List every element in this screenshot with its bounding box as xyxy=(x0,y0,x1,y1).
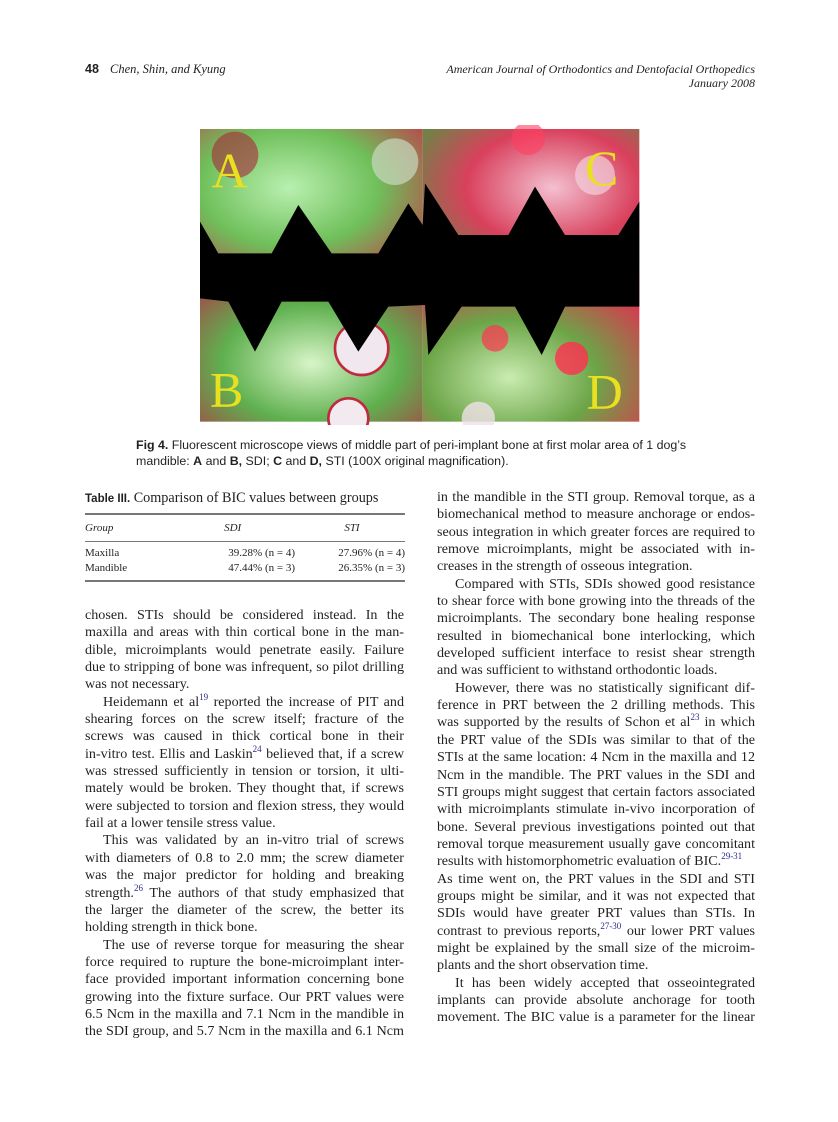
table-title xyxy=(85,490,405,507)
line-text: removal torque measurement usually gave concomitant xyxy=(437,835,755,852)
line-text: results with histomorphometric evaluation of BIC. xyxy=(437,853,722,870)
table-row xyxy=(85,546,405,561)
text-line xyxy=(437,541,755,558)
table-cell: Maxilla xyxy=(85,547,120,559)
line-text: our lower PRT values xyxy=(621,922,755,939)
text-line xyxy=(85,711,404,728)
text-line xyxy=(85,815,404,832)
table-row xyxy=(85,561,405,576)
citation-superscript: 27-30 xyxy=(600,920,622,931)
line-text: shearing forces on the screw itself; fracture of the xyxy=(85,711,404,728)
text-line xyxy=(85,676,404,693)
line-text: reported the increase of PIT and xyxy=(208,693,404,710)
table-cell: 39.28% (n = 4) xyxy=(228,547,295,559)
line-text: the larger the diameter of the screw, the better its xyxy=(85,901,404,918)
line-text: implants can provide absolute anchorage for tooth xyxy=(437,991,755,1008)
text-line xyxy=(85,971,404,988)
text-line xyxy=(437,558,755,575)
table-title-text: Comparison of BIC values between groups xyxy=(133,490,379,506)
caption-rest: STI (100X original magnification). xyxy=(322,454,509,468)
line-text: contrast to previous reports, xyxy=(437,922,601,939)
caption-a: A xyxy=(193,454,203,468)
caption-b: B, xyxy=(229,454,243,468)
text-line xyxy=(437,489,755,506)
bic-table xyxy=(85,490,405,582)
line-text: dible, microimplants would penetrate easily. Failure xyxy=(85,641,404,658)
line-text: Heidemann et al xyxy=(103,693,200,710)
line-text: 6.5 Ncm in the maxilla and 7.1 Ncm in the mandible in xyxy=(85,1005,404,1022)
text-line xyxy=(85,780,404,797)
line-text: biomechanical method to measure anchorage or endos- xyxy=(437,506,755,523)
text-line xyxy=(85,954,404,971)
fluorescent-microscope-figure xyxy=(195,125,645,425)
divider xyxy=(85,541,405,543)
authors: Chen, Shin, and Kyung xyxy=(110,62,226,76)
text-line xyxy=(85,743,404,763)
line-text: resulted in biomechanical bone interlocking, which xyxy=(437,627,755,644)
caption-label: Fig 4. xyxy=(136,438,169,452)
caption-d: D, xyxy=(309,454,322,468)
line-text: STI groups might suggest that certain factors associated xyxy=(437,783,755,800)
citation-superscript: 29-31 xyxy=(721,851,743,862)
header-cell: SDI xyxy=(224,521,242,534)
text-line xyxy=(437,1009,755,1026)
text-line xyxy=(85,642,404,659)
table-cell: Mandible xyxy=(85,562,128,574)
line-text: holding strength in thick bone. xyxy=(85,919,258,936)
citation-superscript: 19 xyxy=(199,691,209,702)
text-line xyxy=(437,905,755,922)
line-text: growing into the fixture surface. Our PRT values were xyxy=(85,988,404,1005)
text-line xyxy=(85,919,404,936)
line-text: This was validated by an in-vitro trial of screws xyxy=(103,832,404,849)
table-label: Table III. xyxy=(85,493,131,505)
header-cell: Group xyxy=(85,521,114,534)
text-line xyxy=(85,1006,404,1023)
line-text: The authors of that study emphasized that xyxy=(142,884,404,901)
line-text: due to stripping of bone was infrequent, so pilot drilling xyxy=(85,659,404,676)
text-line xyxy=(437,819,755,836)
divider xyxy=(85,580,405,582)
text-line xyxy=(437,506,755,523)
issue-date: January 2008 xyxy=(688,76,755,90)
line-text: developed sufficient interface to resist shear strength xyxy=(437,645,755,662)
text-line xyxy=(437,836,755,853)
text-line xyxy=(437,732,755,749)
line-text: with diameters of 0.8 to 2.0 mm; the screw diameter xyxy=(85,849,404,866)
line-text: movement. The BIC value is a parameter for the linear xyxy=(437,1009,755,1026)
text-line xyxy=(85,659,404,676)
caption-c: C xyxy=(273,454,283,468)
line-text: ference in PRT between the 2 drilling methods. This xyxy=(437,697,755,714)
line-text: believed that, if a screw xyxy=(261,745,404,762)
body-column-right xyxy=(437,489,755,1027)
line-text: and was sufficient to withstand orthodontic loads. xyxy=(437,662,718,679)
text-line xyxy=(437,749,755,766)
text-line xyxy=(85,902,404,919)
header-cell: STI xyxy=(344,521,360,534)
line-text: screws was caused in thick cortical bone in their xyxy=(85,728,404,745)
text-line xyxy=(437,784,755,801)
text-line xyxy=(85,989,404,1006)
caption-and: and xyxy=(282,454,310,468)
text-line xyxy=(85,867,404,884)
table-cell: 26.35% (n = 3) xyxy=(338,562,405,574)
text-line xyxy=(437,940,755,957)
journal-name: American Journal of Orthodontics and Dentofacial Orthopedics xyxy=(446,62,755,76)
running-header-right xyxy=(446,62,755,90)
text-line xyxy=(437,957,755,974)
text-line xyxy=(437,697,755,714)
line-text: mately would be broken. They thought that, if screws xyxy=(85,780,404,797)
line-text: force required to rupture the bone-microimplant inter- xyxy=(85,953,404,970)
line-text: remove microimplants, might be associated with in- xyxy=(437,541,755,558)
text-line xyxy=(437,680,755,697)
text-line xyxy=(85,728,404,745)
panel-label-c: C xyxy=(585,140,619,196)
line-text: microimplants. The secondary bone healing response xyxy=(437,610,755,627)
line-text: in-vitro test. Ellis and Laskin xyxy=(85,745,253,762)
text-line xyxy=(437,767,755,784)
caption-and: and xyxy=(202,454,230,468)
text-line xyxy=(437,524,755,541)
text-line xyxy=(85,832,404,849)
text-line xyxy=(85,882,404,902)
line-text: seous integration in which greater forces are required to xyxy=(437,523,755,540)
text-line xyxy=(85,691,404,711)
text-line xyxy=(85,763,404,780)
line-text: strength. xyxy=(85,884,134,901)
line-text: chosen. STIs should be considered instead. In the xyxy=(85,607,404,623)
panel-label-b: B xyxy=(210,361,244,418)
text-line xyxy=(85,937,404,954)
line-text: The use of reverse torque for measuring the shear xyxy=(103,936,404,953)
text-line xyxy=(437,714,755,731)
text-line xyxy=(437,992,755,1009)
figure-caption xyxy=(136,437,706,469)
text-line xyxy=(437,975,755,992)
text-line xyxy=(437,645,755,662)
line-text: Compared with STIs, SDIs showed good resistance xyxy=(455,575,755,592)
citation-superscript: 23 xyxy=(690,712,700,723)
text-line xyxy=(437,662,755,679)
text-line xyxy=(437,576,755,593)
line-text: the PRT value of the SDIs was similar to that of the xyxy=(437,731,755,748)
panel-label-a: A xyxy=(211,142,248,199)
text-line xyxy=(85,607,404,624)
line-text: was the major predictor for holding and breaking xyxy=(85,867,404,884)
line-text: Ncm in the mandible. The PRT values in the SDI and xyxy=(437,766,755,783)
line-text: to shear force with bone growing into the threads of the xyxy=(437,593,755,610)
line-text: creases in the strength of osseous integration. xyxy=(437,558,693,575)
line-text: was stressed sufficiently in tension or torsion, it ulti- xyxy=(85,763,404,780)
line-text: However, there was no statistically significant dif- xyxy=(455,679,755,696)
text-line xyxy=(85,1023,404,1040)
line-text: bone. Several previous investigations pointed out that xyxy=(437,818,755,835)
line-text: in the mandible in the STI group. Removal torque, as a xyxy=(437,489,755,505)
line-text: might be explained by the small size of the microim- xyxy=(437,939,755,956)
table-header-row xyxy=(85,515,405,541)
body-column-left xyxy=(85,607,404,1041)
line-text: As time went on, the PRT values in the SDI and STI xyxy=(437,870,755,887)
panel-label-d: D xyxy=(586,363,623,420)
table-cell: 27.96% (n = 4) xyxy=(338,547,405,559)
line-text: face provided important information concerning bone xyxy=(85,971,404,988)
text-line xyxy=(437,871,755,888)
line-text: maxilla and areas with thin cortical bone in the man- xyxy=(85,624,404,641)
text-line xyxy=(437,920,755,940)
line-text: groups might be similar, and it was not expected that xyxy=(437,887,755,904)
line-text: with microimplants stimulate in-vivo incorporation of xyxy=(437,801,755,818)
table-cell: 47.44% (n = 3) xyxy=(228,562,295,574)
line-text: STIs at the same location: 4 Ncm in the maxilla and 12 xyxy=(437,749,755,766)
line-text: plants and the short observation time. xyxy=(437,957,649,974)
caption-text: Fluorescent microscope views of middle part of peri-implant bone at first molar area of 1 dog’s mandible: xyxy=(136,438,687,468)
caption-sdi: SDI; xyxy=(242,454,274,468)
running-header-left xyxy=(85,62,226,77)
citation-superscript: 26 xyxy=(133,882,143,893)
line-text: SDIs would have greater PRT values than STIs. In xyxy=(437,905,755,922)
line-text: was supported by the results of Schon et al xyxy=(437,714,691,731)
text-line xyxy=(437,888,755,905)
text-line xyxy=(437,853,755,870)
line-text: were subjected to torsion and flexion stress, they would xyxy=(85,797,404,814)
text-line xyxy=(437,801,755,818)
text-line xyxy=(437,610,755,627)
citation-superscript: 24 xyxy=(252,743,262,754)
text-line xyxy=(85,798,404,815)
line-text: in which xyxy=(699,714,755,731)
text-line xyxy=(437,593,755,610)
line-text: the SDI group, and 5.7 Ncm in the maxilla and 6.1 Ncm xyxy=(85,1023,404,1040)
line-text: was not necessary. xyxy=(85,676,190,693)
line-text: It has been widely accepted that osseointegrated xyxy=(455,974,755,991)
line-text: fail at a lower tensile stress value. xyxy=(85,815,276,832)
text-line xyxy=(85,624,404,641)
page-number: 48 xyxy=(85,62,99,76)
text-line xyxy=(437,628,755,645)
text-line xyxy=(85,850,404,867)
